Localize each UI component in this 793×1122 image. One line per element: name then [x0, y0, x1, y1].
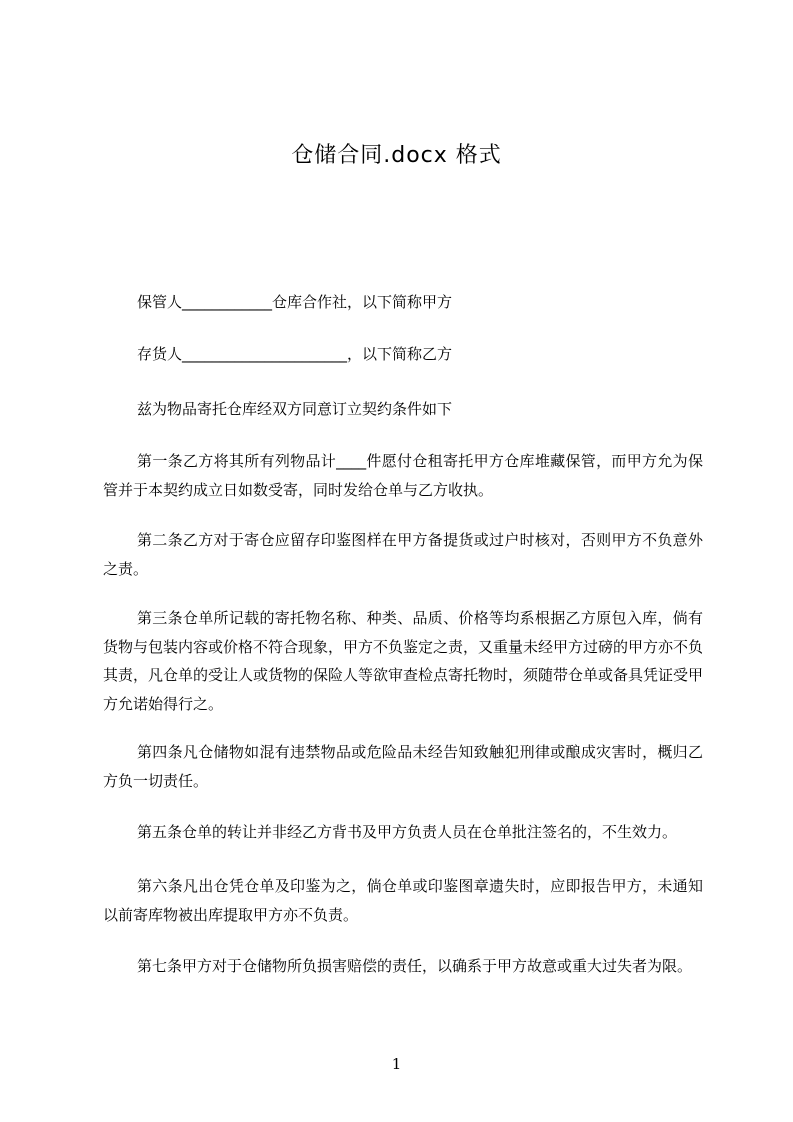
page-number: 1: [391, 1055, 402, 1073]
paragraph-keeper: 保管人____________仓库合作社，以下简称甲方: [137, 293, 453, 311]
paragraph-article-4: 第四条凡仓储物如混有违禁物品或危险品未经告知致触犯刑律或酿成灾害时，概归乙方负一切责任。: [103, 743, 703, 790]
paragraph-article-6: 第六条凡出仓凭仓单及印鉴为之，倘仓单或印鉴图章遗失时，应即报告甲方，未通知以前寄库物被出库提取甲方亦不负责。: [103, 877, 703, 924]
paragraph-preamble: 兹为物品寄托仓库经双方同意订立契约条件如下: [137, 400, 453, 418]
paragraph-depositor: 存货人______________________，以下简称乙方: [137, 345, 453, 363]
document-title: 仓储合同.docx 格式: [291, 143, 502, 168]
paragraph-article-7: 第七条甲方对于仓储物所负损害赔偿的责任，以确系于甲方故意或重大过失者为限。: [137, 957, 693, 975]
paragraph-article-5: 第五条仓单的转让并非经乙方背书及甲方负责人员在仓单批注签名的，不生效力。: [137, 823, 678, 841]
paragraph-article-1: 第一条乙方将其所有列物品计____件愿付仓租寄托甲方仓库堆藏保管，而甲方允为保管并于本契约成立日如数受寄，同时发给仓单与乙方收执。: [103, 452, 703, 499]
paragraph-article-2: 第二条乙方对于寄仓应留存印鉴图样在甲方备提货或过户时核对，否则甲方不负意外之责。: [103, 531, 703, 578]
paragraph-article-3: 第三条仓单所记载的寄托物名称、种类、品质、价格等均系根据乙方原包入库，倘有货物与包装内容或价格不符合现象，甲方不负鉴定之责，又重量未经甲方过磅的甲方亦不负其责，凡仓单的受让人或货物的保险人等欲审查检点寄托物时，须随带仓单或备具凭证受甲方允诺始得行之。: [103, 609, 704, 713]
